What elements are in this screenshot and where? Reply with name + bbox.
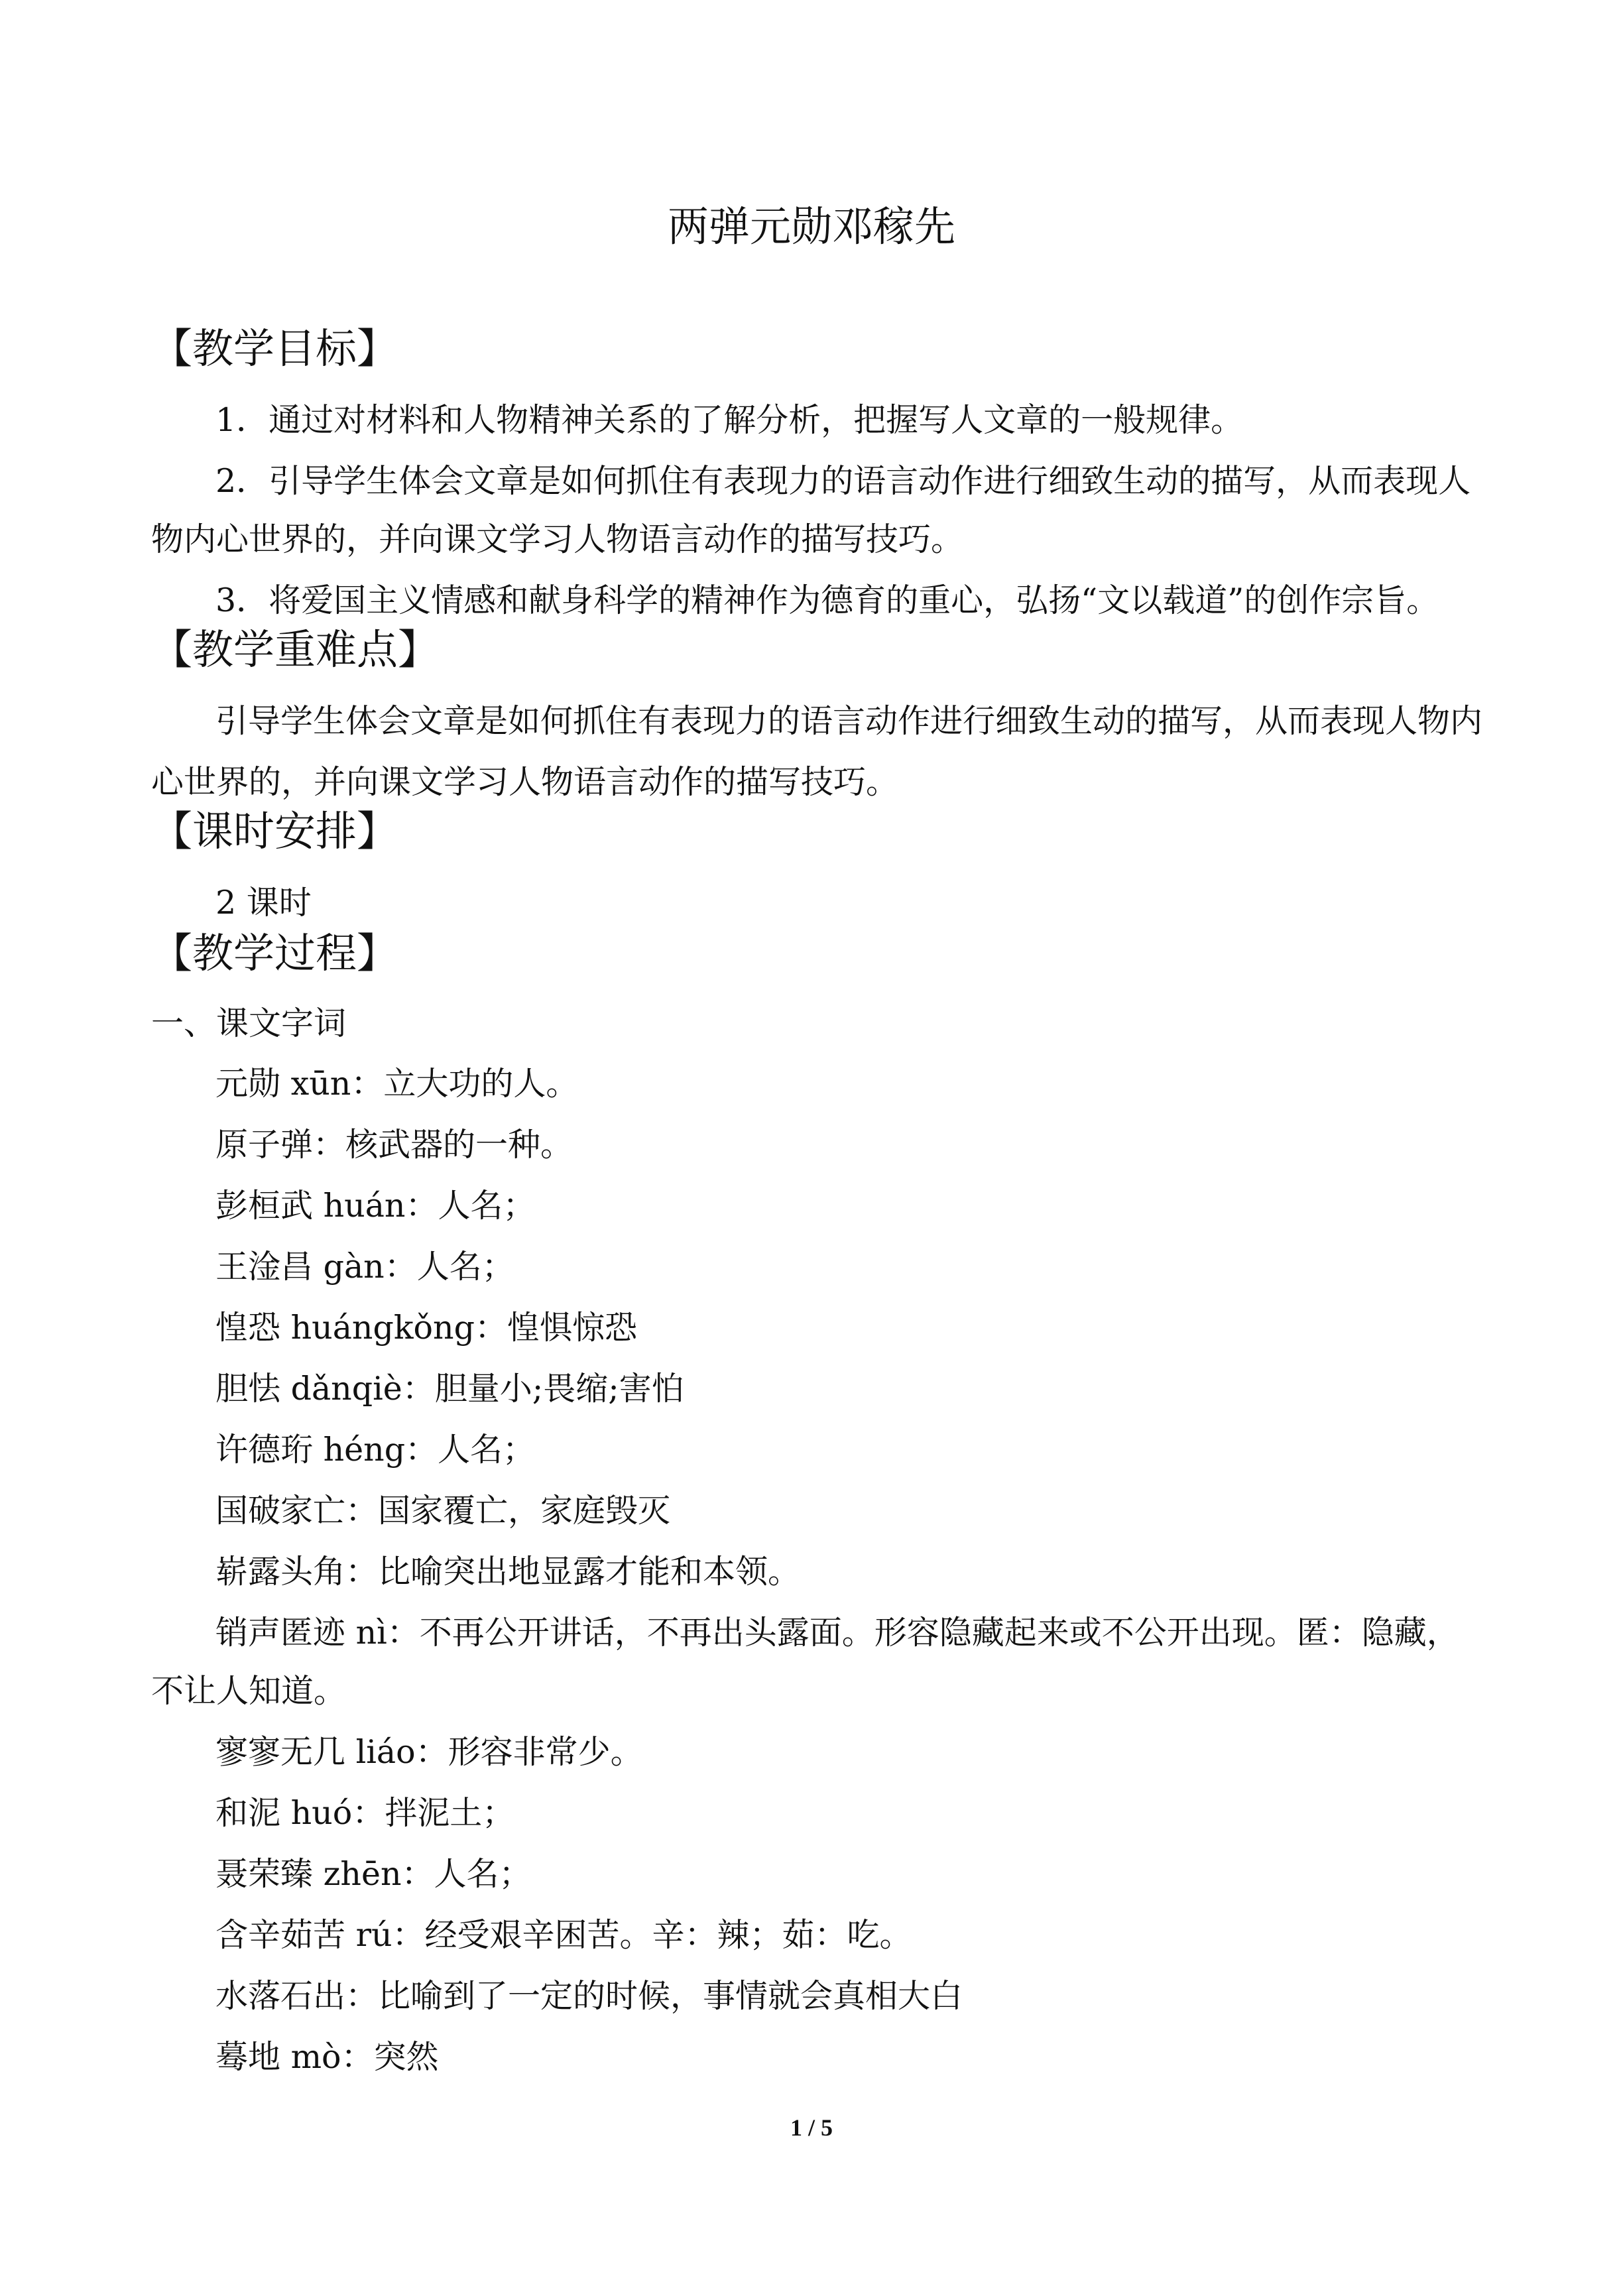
vocab-item: 寥寥无几 liáo：形容非常少。 [215,1733,643,1771]
vocab-item: 原子弹：核武器的一种。 [215,1126,573,1164]
vocab-item: 水落石出：比喻到了一定的时候，事情就会真相大白 [215,1977,963,2015]
key-points-heading: 【教学重难点】 [151,625,440,674]
vocab-item: 蓦地 mò：突然 [215,2038,439,2076]
schedule-text: 2 课时 [215,884,312,922]
vocab-item-continuation: 不让人知道。 [151,1672,347,1710]
objective-item-2-line-2: 物内心世界的，并向课文学习人物语言动作的描写技巧。 [151,520,964,558]
process-subheading-1: 一、课文字词 [151,1004,347,1042]
key-points-line-1: 引导学生体会文章是如何抓住有表现力的语言动作进行细致生动的描写，从而表现人物内 [215,702,1483,740]
vocab-item: 崭露头角：比喻突出地显露才能和本领。 [215,1553,801,1591]
vocab-item: 惶恐 huángkǒng：惶惧惊恐 [215,1309,637,1347]
schedule-heading: 【课时安排】 [151,807,398,855]
vocab-item: 元勋 xūn：立大功的人。 [215,1065,579,1103]
vocab-item: 许德珩 héng：人名； [215,1431,536,1469]
vocab-item: 含辛茹苦 rú：经受艰辛困苦。辛：辣；茹：吃。 [215,1916,912,1954]
vocab-item: 国破家亡：国家覆亡，家庭毁灭 [215,1492,671,1530]
vocab-item: 和泥 huó：拌泥土； [215,1794,515,1832]
vocab-item: 销声匿迹 nì：不再公开讲话，不再出头露面。形容隐藏起来或不公开出现。匿：隐藏， [215,1614,1459,1652]
vocab-item: 王淦昌 gàn：人名； [215,1248,514,1286]
vocab-item: 彭桓武 huán：人名； [215,1187,536,1225]
process-heading: 【教学过程】 [151,929,398,977]
objectives-heading: 【教学目标】 [151,324,398,373]
objective-item-3: 3．将爱国主义情感和献身科学的精神作为德育的重心，弘扬“文以载道”的创作宗旨。 [215,581,1439,619]
page-title: 两弹元勋邓稼先 [667,202,955,251]
objective-item-1: 1．通过对材料和人物精神关系的了解分析，把握写人文章的一般规律。 [215,401,1244,439]
objective-item-2-line-1: 2．引导学生体会文章是如何抓住有表现力的语言动作进行细致生动的描写，从而表现人 [215,462,1471,500]
key-points-line-2: 心世界的，并向课文学习人物语言动作的描写技巧。 [151,763,899,801]
vocab-item: 聂荣臻 zhēn：人名； [215,1855,532,1893]
vocab-item: 胆怯 dǎnqiè：胆量小;畏缩;害怕 [215,1370,684,1408]
page-number: 1 / 5 [790,2114,833,2141]
